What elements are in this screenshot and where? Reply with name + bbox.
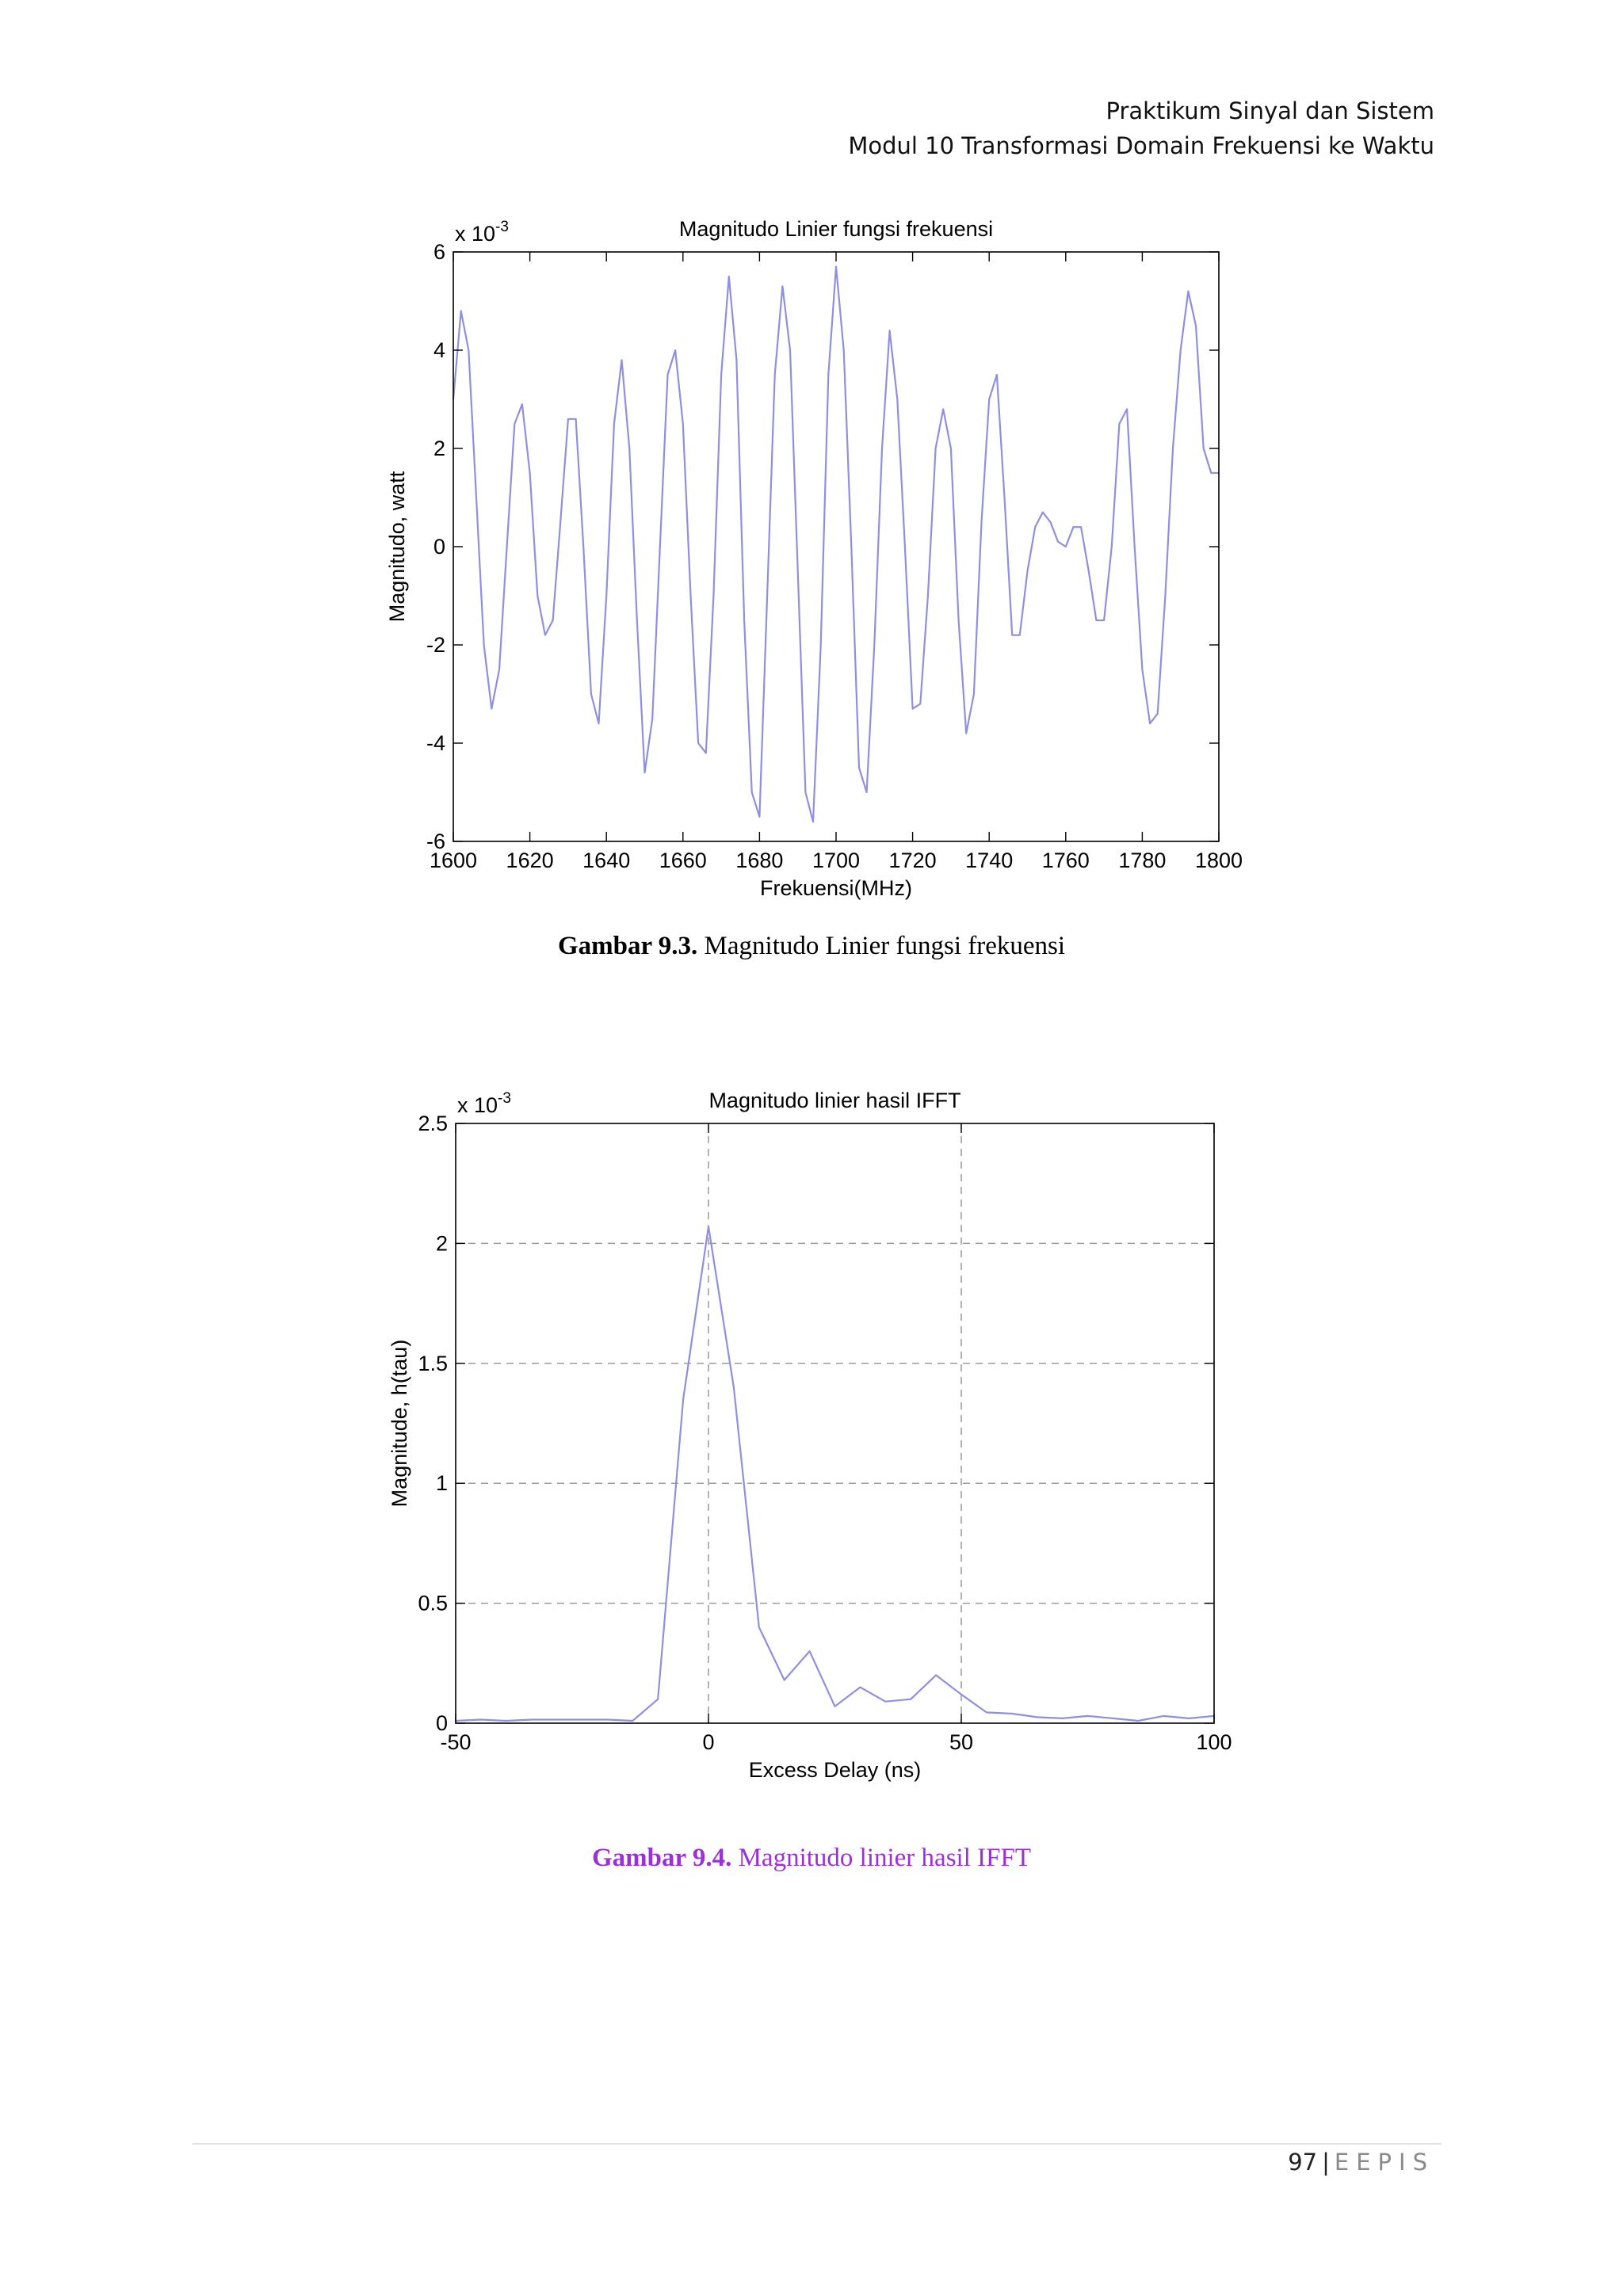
caption-figure-9-3-label: Gambar 9.3.	[557, 932, 698, 960]
fig1-ytick-label-6: 6	[433, 240, 445, 264]
fig2-ytick-label-5: 2.5	[418, 1112, 448, 1135]
fig1-xtick-label-6: 1720	[888, 849, 937, 872]
caption-figure-9-4-label: Gambar 9.4.	[592, 1844, 732, 1872]
fig2-xtick-label-1: 0	[702, 1730, 715, 1754]
fig2-ytick-label-4: 2	[435, 1231, 448, 1256]
caption-figure-9-4-text: Magnitudo linier hasil IFFT	[738, 1844, 1031, 1872]
fig1-xtick-label-2: 1640	[582, 849, 631, 872]
fig2-ytick-label-2: 1	[435, 1471, 448, 1496]
fig2-axes-box	[456, 1123, 1214, 1723]
footer-org: EEPIS	[1334, 2149, 1434, 2176]
header-module-title: Modul 10 Transformasi Domain Frekuensi ke Waktu	[848, 132, 1434, 159]
fig2-y-multiplier: x $10^{-3}$	[457, 1090, 511, 1117]
page-number: 97	[1288, 2149, 1318, 2176]
fig1-y-multiplier: x $10^{-3}$	[455, 219, 509, 246]
fig1-ytick-label-2: -2	[426, 633, 445, 657]
caption-figure-9-3	[0, 932, 1623, 961]
footer-divider	[193, 2143, 1442, 2145]
page-footer	[1288, 2149, 1434, 2176]
page-header	[848, 93, 1434, 163]
chart-magnitudo-ifft	[365, 1074, 1268, 1802]
fig1-title: Magnitudo Linier fungsi frekuensi	[678, 217, 994, 241]
fig1-axes-box	[453, 252, 1219, 841]
fig1-xlabel: Frekuensi(MHz)	[759, 876, 913, 900]
fig2-xtick-label-0: -50	[440, 1730, 472, 1754]
fig1-xtick-label-9: 1780	[1118, 849, 1167, 872]
fig1-ytick-label-1: -4	[426, 731, 445, 755]
fig1-xtick-label-10: 1800	[1194, 849, 1243, 872]
fig2-xlabel: Excess Delay (ns)	[748, 1758, 922, 1782]
fig2-xtick-label-3: 100	[1196, 1730, 1232, 1754]
fig1-xtick-label-8: 1760	[1041, 849, 1090, 872]
fig2-series-line	[456, 1226, 1214, 1721]
fig1-ytick-label-3: 0	[433, 535, 445, 559]
caption-figure-9-4	[0, 1844, 1623, 1873]
fig1-ylabel: Magnitudo, watt	[385, 471, 409, 623]
header-course-title: Praktikum Sinyal dan Sistem	[1106, 97, 1434, 124]
fig1-xtick-label-1: 1620	[506, 849, 554, 872]
fig1-xtick-label-4: 1680	[735, 849, 784, 872]
fig2-title: Magnitudo linier hasil IFFT	[708, 1089, 961, 1112]
figure-magnitudo-ifft	[365, 1074, 1268, 1802]
fig1-xtick-label-0: 1600	[429, 849, 478, 872]
fig1-xtick-label-5: 1700	[812, 849, 861, 872]
footer-separator: |	[1322, 2149, 1330, 2176]
fig1-ytick-label-5: 4	[433, 338, 445, 362]
fig2-xtick-label-2: 50	[949, 1730, 974, 1754]
figure-magnitudo-linier-frekuensi	[365, 204, 1268, 910]
fig2-ytick-label-1: 0.5	[418, 1591, 448, 1615]
fig2-y-exponent: -3	[498, 1090, 511, 1107]
fig1-ytick-label-4: 2	[433, 437, 445, 460]
caption-figure-9-3-text: Magnitudo Linier fungsi frekuensi	[704, 932, 1066, 960]
fig1-xtick-label-7: 1740	[965, 849, 1014, 872]
fig2-ytick-label-3: 1.5	[418, 1351, 448, 1375]
fig2-ytick-label-0: 0	[435, 1711, 448, 1735]
fig1-ytick-label-0: -6	[426, 830, 445, 853]
chart-magnitudo-frekuensi	[365, 204, 1268, 910]
fig1-y-exponent: -3	[495, 219, 509, 235]
fig1-series-line	[453, 267, 1219, 822]
fig1-xtick-label-3: 1660	[659, 849, 707, 872]
fig2-ylabel: Magnitude, h(tau)	[388, 1339, 411, 1508]
